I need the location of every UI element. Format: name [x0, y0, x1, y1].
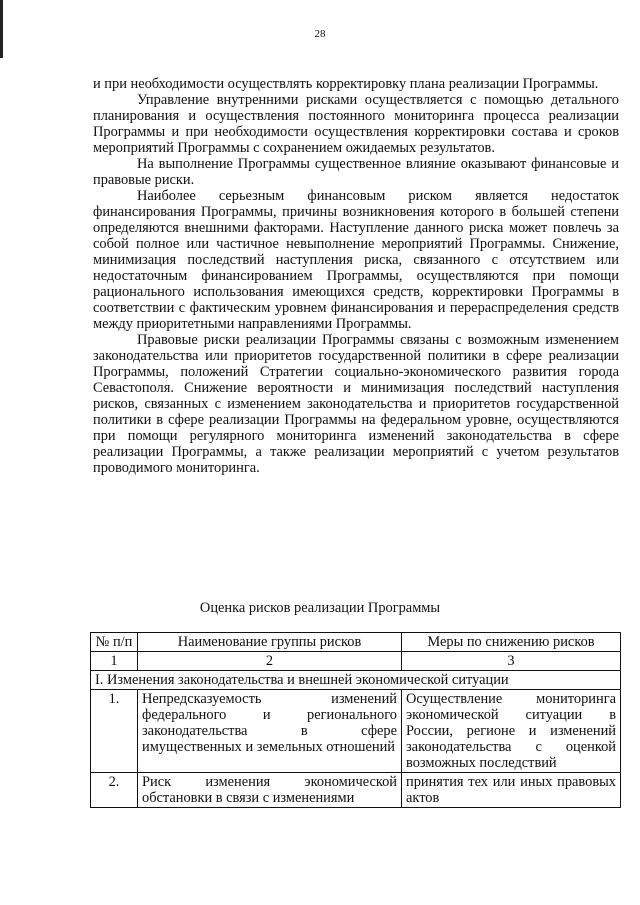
table-header-row: [91, 633, 621, 652]
paragraph-5: Правовые риски реализации Программы связаны с возможным изменением законодательства или приоритетов государственной политики в сфере реализации Программы, положений Стратегии социально-экономического развития города Севастополя. Снижение вероятности и минимизация последствий наступления рисков, связанных с изменением законодательства и приоритетов государственной политики в сфере реализации Программы на федеральном уровне, осуществляются при помощи регулярного мониторинга изменений законодательства в сфере реализации Программы, а также реализации мероприятий с учетом результатов проводимого мониторинга.: [93, 332, 619, 476]
row-number: 1.: [91, 690, 138, 773]
risk-table: [90, 632, 621, 808]
paragraph-2: Управление внутренними рисками осуществляется с помощью детального планирования и осуществления постоянного мониторинга процесса реализации Программы и при необходимости осуществления корректировки состава и сроков мероприятий Программы с сохранением ожидаемых результатов.: [93, 92, 619, 156]
header-risk-group: Наименование группы рисков: [138, 633, 402, 652]
row-number: 2.: [91, 773, 138, 808]
column-number-1: 1: [91, 652, 138, 671]
body-text: [93, 76, 619, 476]
paragraph-4: Наиболее серьезным финансовым риском является недостаток финансирования Программы, причины возникновения которого в большей степени определяются внешними факторами. Наступление данного риска может повлечь за собой полное или частичное невыполнение мероприятий Программы. Снижение, минимизация последствий наступления риска, связанного с отсутствием или недостаточным финансированием Программы, осуществляются при помощи рационального использования имеющихся средств, корректировки Программы в соответствии с фактическим уровнем финансирования и перераспределения средств между приоритетными направлениями Программы.: [93, 188, 619, 332]
page-number: 28: [314, 28, 326, 40]
column-number-2: 2: [138, 652, 402, 671]
section-title: I. Изменения законодательства и внешней экономической ситуации: [91, 671, 621, 690]
table-row: [91, 773, 621, 808]
risk-measure: принятия тех или иных правовых актов: [402, 773, 621, 808]
risk-name: Непредсказуемость изменений федерального и регионального законодательства в сфере имущественных и земельных отношений: [138, 690, 402, 773]
table-title: Оценка рисков реализации Программы: [199, 600, 441, 616]
column-number-3: 3: [402, 652, 621, 671]
paragraph-1: и при необходимости осуществлять корректировку плана реализации Программы.: [93, 76, 599, 92]
header-number: № п/п: [91, 633, 138, 652]
column-number-row: [91, 652, 621, 671]
paragraph-3: На выполнение Программы существенное влияние оказывают финансовые и правовые риски.: [93, 156, 619, 188]
header-measures: Меры по снижению рисков: [402, 633, 621, 652]
table-row: [91, 690, 621, 773]
risk-name: Риск изменения экономической обстановки в связи с изменениями: [138, 773, 402, 808]
section-row: [91, 671, 621, 690]
risk-measure: Осуществление мониторинга экономической ситуации в России, регионе и изменений законодательства с оценкой возможных последствий: [402, 690, 621, 773]
